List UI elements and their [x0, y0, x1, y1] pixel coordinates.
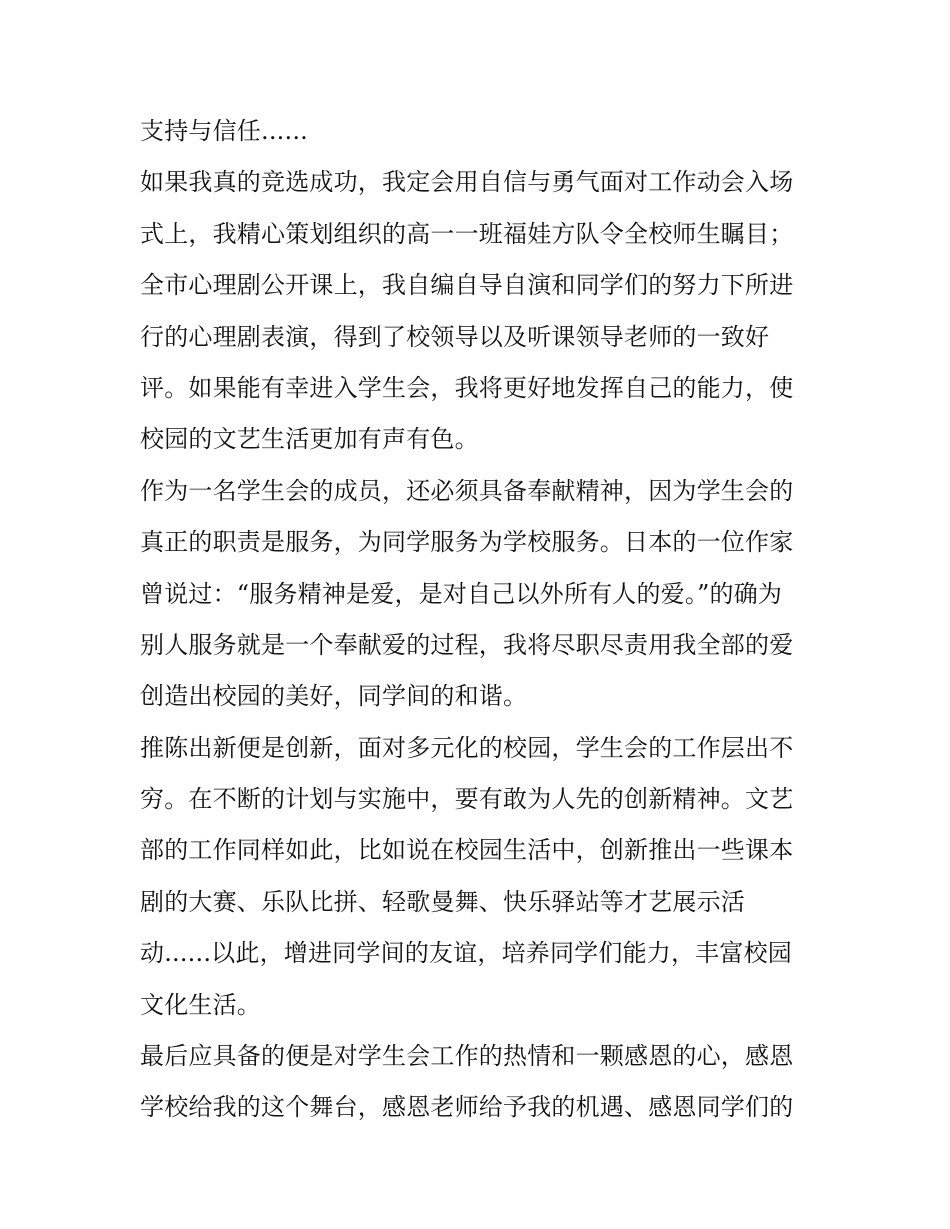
text-line: 曾说过：“服务精神是爱，是对自己以外所有人的爱。”的确为	[140, 579, 783, 608]
text-line: 文化生活。	[140, 990, 261, 1019]
text-line: 校园的文艺生活更加有声有色。	[140, 425, 479, 454]
text-line: 动......以此，增进同学间的友谊，培养同学们能力，丰富校园	[140, 939, 792, 968]
document-body	[140, 106, 820, 1134]
text-line: 创造出校园的美好，同学间的和谐。	[140, 682, 528, 711]
text-line: 行的心理剧表演，得到了校领导以及听课领导老师的一致好	[140, 322, 770, 351]
text-line: 别人服务就是一个奉献爱的过程，我将尽职尽责用我全部的爱	[140, 630, 794, 659]
text-line: 如果我真的竞选成功，我定会用自信与勇气面对工作动会入场	[140, 168, 794, 197]
text-line: 真正的职责是服务，为同学服务为学校服务。日本的一位作家	[140, 528, 794, 557]
text-line: 全市心理剧公开课上，我自编自导自演和同学们的努力下所进	[140, 271, 794, 300]
text-line: 支持与信任......	[140, 117, 308, 145]
text-line: 学校给我的这个舞台，感恩老师给予我的机遇、感恩同学们的	[140, 1093, 794, 1122]
text-line: 最后应具备的便是对学生会工作的热情和一颗感恩的心，感恩	[140, 1042, 794, 1071]
text-line: 作为一名学生会的成员，还必须具备奉献精神，因为学生会的	[140, 476, 794, 505]
text-line: 剧的大赛、乐队比拼、轻歌曼舞、快乐驿站等才艺展示活	[140, 887, 745, 916]
text-line: 推陈出新便是创新，面对多元化的校园，学生会的工作层出不	[140, 733, 794, 762]
text-line: 评。如果能有幸进入学生会，我将更好地发挥自己的能力，使	[140, 373, 794, 402]
text-line: 穷。在不断的计划与实施中，要有敢为人先的创新精神。文艺	[140, 785, 794, 814]
text-line: 部的工作同样如此，比如说在校园生活中，创新推出一些课本	[140, 836, 794, 865]
text-line: 式上，我精心策划组织的高一一班福娃方队令全校师生瞩目；	[140, 219, 794, 248]
